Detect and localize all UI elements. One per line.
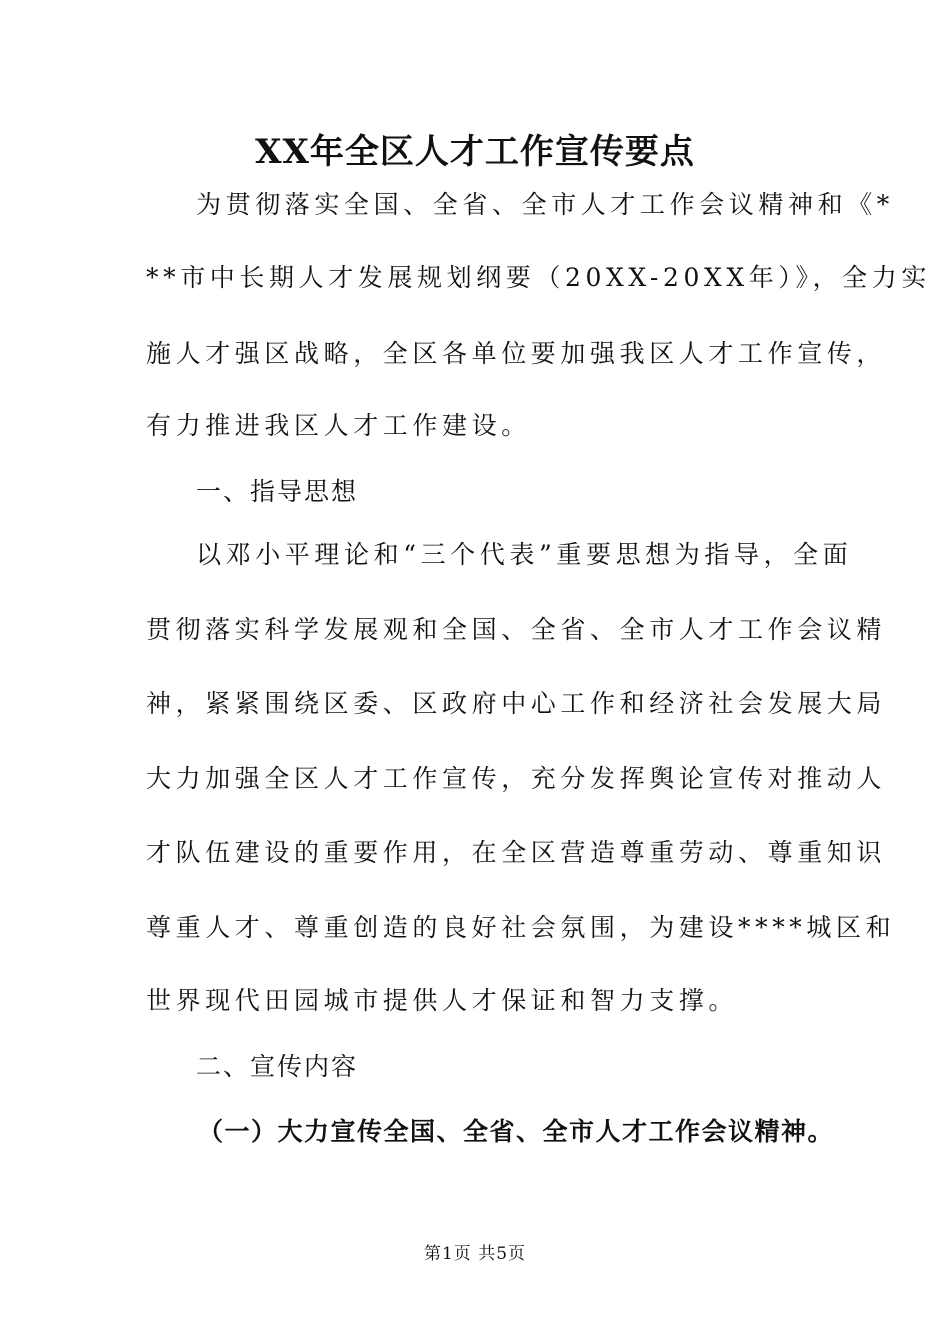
section-heading-guiding-thought: 一、指导思想 bbox=[196, 477, 359, 506]
intro-line: **市中长期人才发展规划纲要（20XX-20XX年）》，全力实 bbox=[146, 263, 931, 292]
intro-line: 为贯彻落实全国、全省、全市人才工作会议精神和《* bbox=[196, 190, 894, 219]
subsection-heading: （一）大力宣传全国、全省、全市人才工作会议精神。 bbox=[198, 1117, 835, 1146]
paragraph-line: 神，紧紧围绕区委、区政府中心工作和经济社会发展大局 bbox=[146, 689, 887, 718]
intro-line: 施人才强区战略，全区各单位要加强我区人才工作宣传， bbox=[146, 339, 887, 368]
document-title: XX年全区人才工作宣传要点 bbox=[255, 132, 695, 172]
paragraph-line: 尊重人才、尊重创造的良好社会氛围，为建设****城区和 bbox=[146, 913, 896, 942]
paragraph-line: 以邓小平理论和“三个代表”重要思想为指导，全面 bbox=[196, 540, 853, 569]
section-heading-publicity-content: 二、宣传内容 bbox=[196, 1052, 359, 1081]
page-footer: 第1页 共5页 bbox=[423, 1244, 527, 1264]
intro-line: 有力推进我区人才工作建设。 bbox=[146, 411, 531, 440]
paragraph-line: 世界现代田园城市提供人才保证和智力支撑。 bbox=[146, 986, 739, 1015]
paragraph-line: 大力加强全区人才工作宣传，充分发挥舆论宣传对推动人 bbox=[146, 764, 887, 793]
paragraph-line: 贯彻落实科学发展观和全国、全省、全市人才工作会议精 bbox=[146, 615, 887, 644]
paragraph-line: 才队伍建设的重要作用，在全区营造尊重劳动、尊重知识 bbox=[146, 838, 887, 867]
